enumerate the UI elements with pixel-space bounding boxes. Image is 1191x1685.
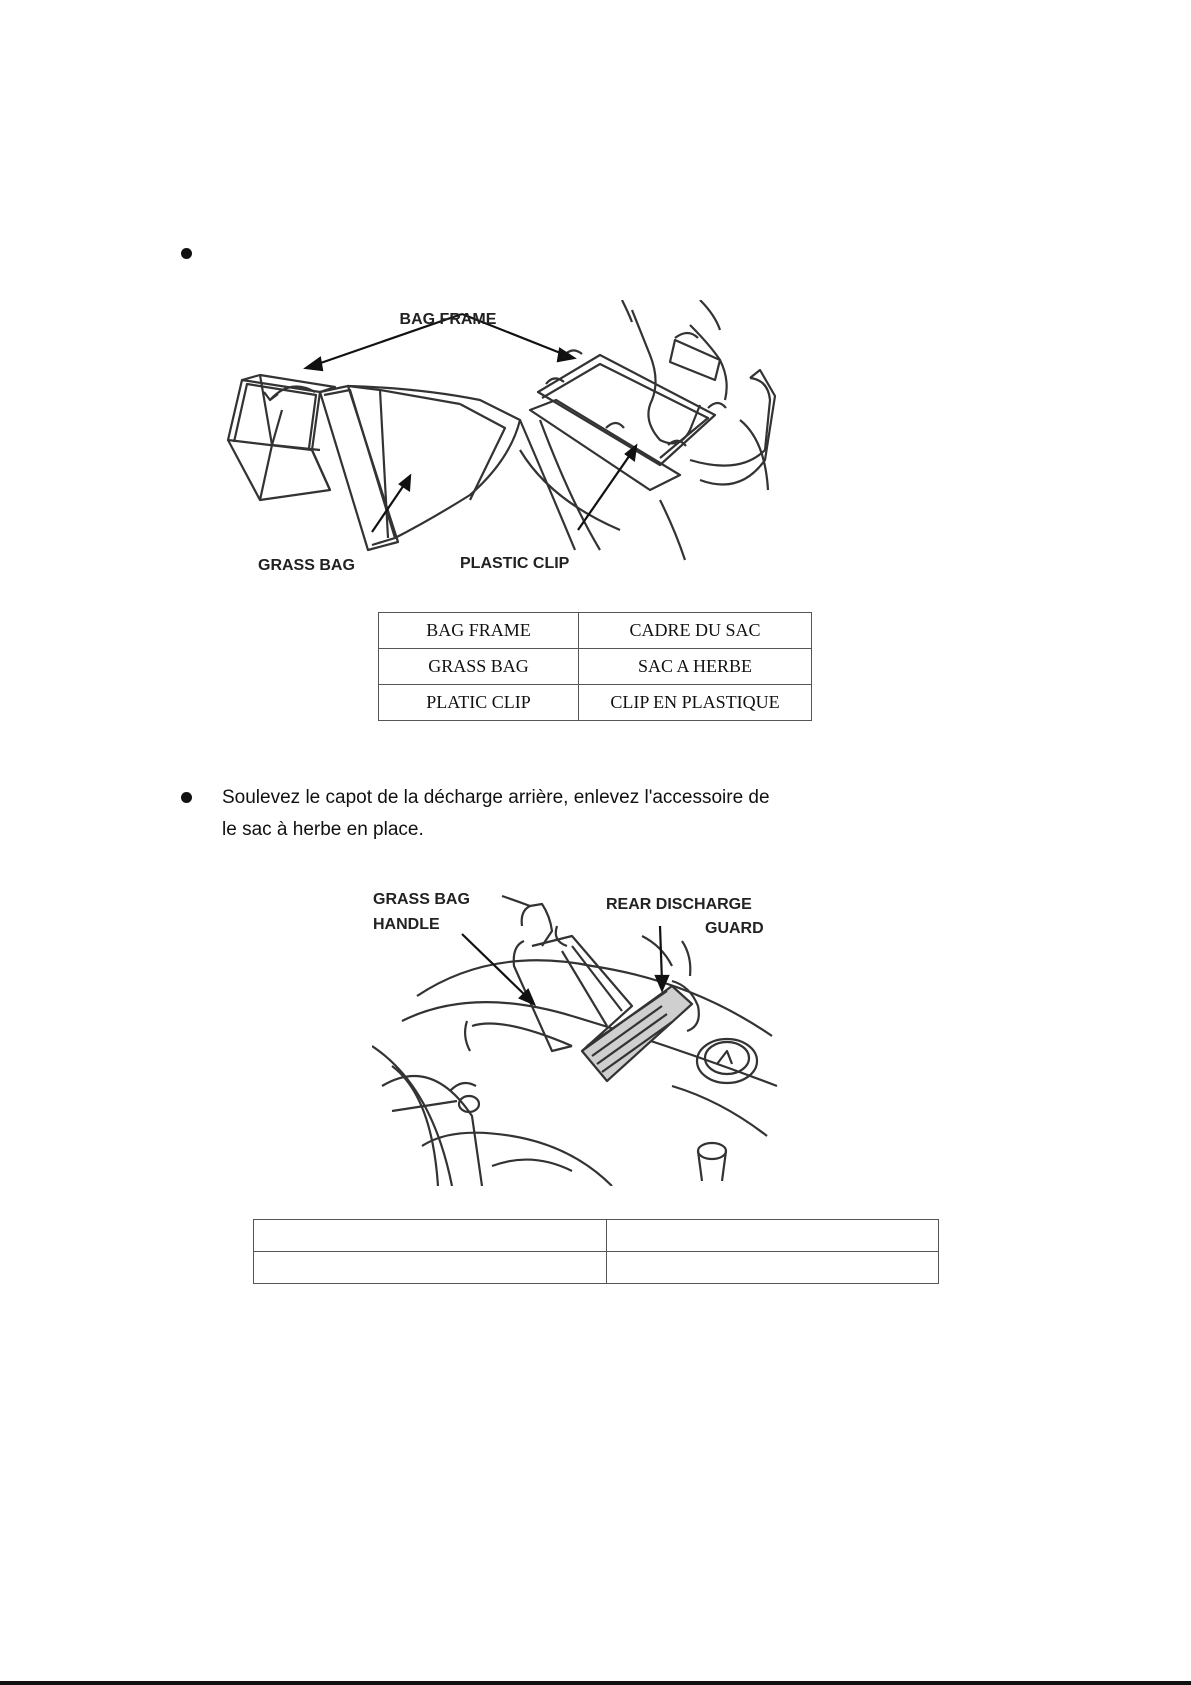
table-cell: CADRE DU SAC xyxy=(579,613,812,649)
table-row xyxy=(254,1252,939,1284)
table-row xyxy=(379,613,812,649)
table-row xyxy=(254,1220,939,1252)
label-grass-bag-handle-1: GRASS BAG xyxy=(373,891,470,908)
table-row xyxy=(379,685,812,721)
label-rear-discharge-2: GUARD xyxy=(705,920,764,937)
translation-table-1 xyxy=(378,612,812,721)
table-cell: SAC A HERBE xyxy=(579,649,812,685)
bullet-2 xyxy=(181,792,192,803)
table-cell xyxy=(607,1220,939,1252)
table-cell xyxy=(607,1252,939,1284)
bag-frame-illustration xyxy=(220,300,840,585)
page-bottom-rule xyxy=(0,1681,1191,1685)
table-cell: GRASS BAG xyxy=(379,649,579,685)
table-cell: BAG FRAME xyxy=(379,613,579,649)
translation-table-2 xyxy=(253,1219,939,1284)
bag-frame-drawing xyxy=(220,300,840,585)
table-cell: CLIP EN PLASTIQUE xyxy=(579,685,812,721)
instruction-line-1: Soulevez le capot de la décharge arrière, enlevez l'accessoire de xyxy=(222,787,770,808)
label-grass-bag: GRASS BAG xyxy=(258,557,355,574)
label-rear-discharge-1: REAR DISCHARGE xyxy=(606,896,752,913)
bullet-1 xyxy=(181,248,192,259)
table-cell xyxy=(254,1252,607,1284)
table-row xyxy=(379,649,812,685)
label-bag-frame: BAG FRAME xyxy=(399,311,497,328)
table-cell xyxy=(254,1220,607,1252)
label-grass-bag-handle-2: HANDLE xyxy=(373,916,440,933)
instruction-line-2: le sac à herbe en place. xyxy=(222,819,424,840)
table-cell: PLATIC CLIP xyxy=(379,685,579,721)
label-plastic-clip: PLASTIC CLIP xyxy=(460,555,570,572)
